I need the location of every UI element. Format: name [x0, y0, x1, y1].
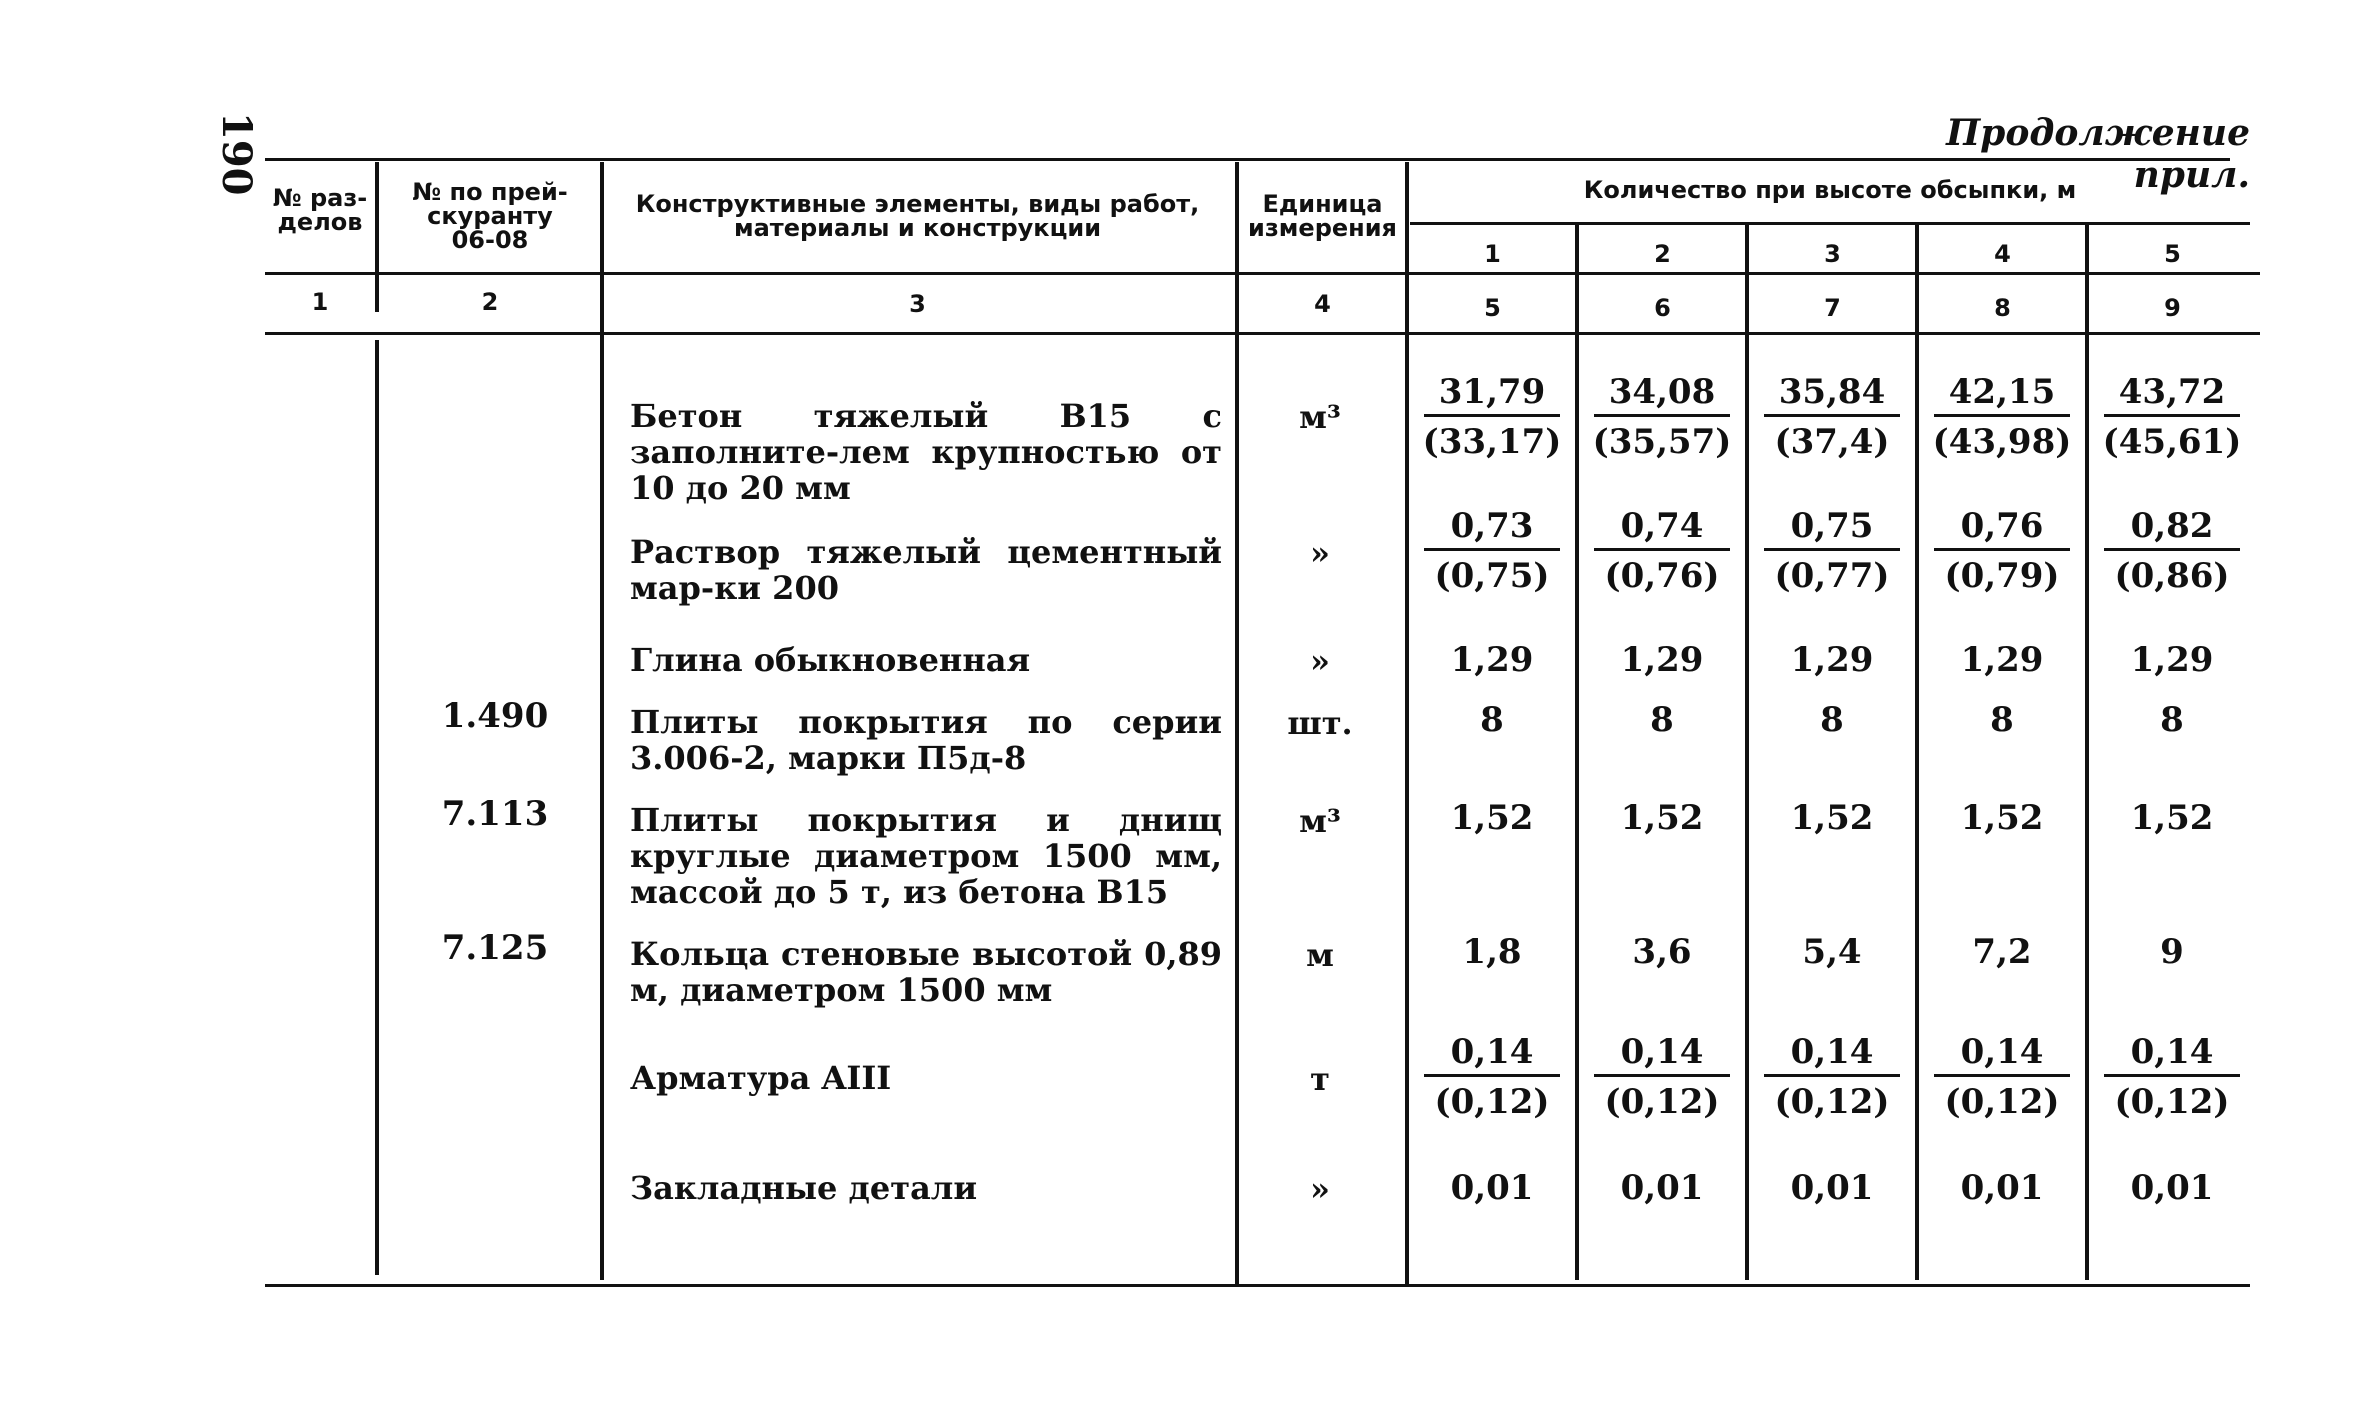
row-unit: »: [1310, 1170, 1330, 1208]
row-unit: »: [1310, 642, 1330, 680]
col-rule-6-7: [1745, 222, 1749, 1280]
row-value: 42,15 (43,98): [1932, 372, 2072, 462]
row-value: 8: [1650, 700, 1674, 740]
col-rule-1-2-body: [375, 340, 379, 1275]
row-description: Раствор тяжелый цементный мар-ки 200: [630, 533, 1222, 607]
row-value: 0,01: [1960, 1168, 2044, 1208]
header-bottom-rule: [265, 272, 2260, 275]
header-col4: Единица измерения: [1248, 190, 1397, 242]
height-3: 3: [1824, 240, 1841, 268]
row-unit: т: [1310, 1060, 1330, 1098]
row-value: 3,6: [1632, 932, 1692, 972]
col-rule-3-4: [1235, 162, 1239, 1284]
colnum-2: 2: [481, 288, 499, 316]
colnum-7: 7: [1824, 294, 1841, 322]
row-value: 0,82 (0,86): [2092, 504, 2252, 597]
row-value: 0,14 (0,12): [1922, 1030, 2082, 1123]
row-value: 9: [2160, 932, 2184, 972]
colnum-8: 8: [1994, 294, 2011, 322]
row-value: 1,52: [1790, 798, 1874, 838]
row-value: 0,01: [1790, 1168, 1874, 1208]
row-value: 35,84 (37,4): [1752, 370, 1912, 463]
height-4: 4: [1994, 240, 2011, 268]
height-1: 1: [1484, 240, 1501, 268]
row-description: Плиты покрытия и днищ круглые диаметром 1500 мм, массой до 5 т, из бетона В15: [630, 801, 1222, 911]
row-value: 1,52: [2130, 798, 2214, 838]
row-value: 0,14 (0,12): [2092, 1030, 2252, 1123]
row-description: Глина обыкновенная: [630, 641, 1031, 679]
colnum-6: 6: [1654, 294, 1671, 322]
row-value: 0,14 (0,12): [1412, 1030, 1572, 1123]
row-value: 1,29: [1960, 640, 2044, 680]
row-value: 0,01: [1620, 1168, 1704, 1208]
colnum-4: 4: [1314, 290, 1331, 318]
row-value: 8: [1990, 700, 2014, 740]
col-rule-1-2: [375, 162, 379, 312]
page-number: 190: [213, 112, 260, 196]
table-top-rule: [265, 158, 2230, 161]
row-value: 8: [1480, 700, 1504, 740]
row-unit: »: [1310, 534, 1330, 572]
continuation-caption: Продолжение прил.: [1946, 112, 2250, 196]
row-unit: шт.: [1287, 704, 1353, 742]
row-value: 0,76 (0,79): [1922, 504, 2082, 597]
row-value: 0,01: [2130, 1168, 2214, 1208]
colnum-9: 9: [2164, 294, 2181, 322]
col-rule-4-5: [1405, 162, 1409, 1284]
colnum-1: 1: [311, 288, 329, 316]
row-value: 0,01: [1450, 1168, 1534, 1208]
row-value: 0,74 (0,76): [1582, 504, 1742, 597]
col-rule-7-8: [1915, 222, 1919, 1280]
row-description: Плиты покрытия по серии 3.006-2, марки П5д-8: [630, 703, 1222, 777]
header-col2: № по прей- скуранту 06-08: [412, 178, 568, 254]
row-value: 31,79 (33,17): [1422, 372, 1562, 462]
row-value: 1,29: [1790, 640, 1874, 680]
table-bottom-rule: [265, 1284, 2250, 1287]
col-rule-5-6: [1575, 222, 1579, 1280]
row-code: 1.490: [441, 696, 549, 736]
row-value: 8: [2160, 700, 2184, 740]
header-group-rule: [1410, 222, 2250, 225]
height-2: 2: [1654, 240, 1671, 268]
row-description: Арматура AIII: [630, 1059, 892, 1097]
row-value: 1,29: [1450, 640, 1534, 680]
row-description: Бетон тяжелый В15 с заполните-лем крупностью от 10 до 20 мм: [630, 397, 1222, 507]
row-value: 8: [1820, 700, 1844, 740]
row-value: 1,29: [2130, 640, 2214, 680]
height-5: 5: [2164, 240, 2181, 268]
row-code: 7.113: [441, 794, 549, 834]
row-value: 1,52: [1960, 798, 2044, 838]
row-value: 34,08 (35,57): [1592, 372, 1732, 462]
row-description: Закладные детали: [630, 1169, 978, 1207]
header-col1: № раз- делов: [272, 184, 368, 236]
col-rule-8-9: [2085, 222, 2089, 1280]
row-value: 0,14 (0,12): [1582, 1030, 1742, 1123]
row-value: 43,72 (45,61): [2102, 372, 2242, 462]
row-value: 1,52: [1620, 798, 1704, 838]
row-unit: м³: [1299, 802, 1341, 840]
row-value: 1,29: [1620, 640, 1704, 680]
row-value: 7,2: [1972, 932, 2032, 972]
row-value: 1,8: [1462, 932, 1522, 972]
row-value: 0,73 (0,75): [1412, 504, 1572, 597]
row-description: Кольца стеновые высотой 0,89 м, диаметром 1500 мм: [630, 935, 1222, 1009]
colnum-5: 5: [1484, 294, 1501, 322]
colnum-3: 3: [909, 290, 926, 318]
row-value: 0,14 (0,12): [1752, 1030, 1912, 1123]
row-unit: м: [1306, 936, 1334, 974]
row-code: 7.125: [441, 928, 549, 968]
row-value: 0,75 (0,77): [1752, 504, 1912, 597]
row-value: 5,4: [1802, 932, 1862, 972]
row-value: 1,52: [1450, 798, 1534, 838]
colnum-bottom-rule: [265, 332, 2260, 335]
header-col3: Конструктивные элементы, виды работ, материалы и конструкции: [635, 190, 1200, 242]
header-quantity-group: Количество при высоте обсыпки, м: [1583, 176, 2077, 204]
row-unit: м³: [1299, 398, 1341, 436]
